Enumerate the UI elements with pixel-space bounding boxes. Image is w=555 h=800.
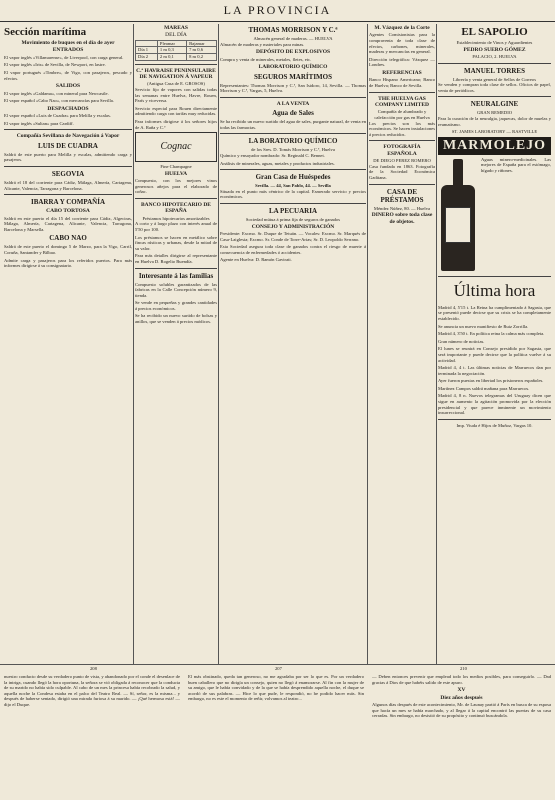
ad-heading: Agua de Sales <box>272 109 314 118</box>
ad-heading: A LA VENTA <box>276 100 310 107</box>
marmolejo-banner: MARMOLEJO <box>438 137 551 155</box>
divider <box>438 96 551 97</box>
ad-sub: Sevilla. — 44, San Pablo, 44. — Sevilla <box>255 183 331 189</box>
ad-sub: Préstamos hipotecarios amortizables <box>142 215 210 221</box>
ad-heading: FOTOGRAFÍA ESPAÑOLA <box>383 144 421 157</box>
imprint: Imp. Viuda é Hijos de Muñoz, Vargas 10. <box>456 422 533 428</box>
section-title: Sección marítima <box>4 26 87 38</box>
divider <box>4 166 132 167</box>
table-header: Pleamar <box>157 40 186 47</box>
paragraph: Se ha recibido un nuevo surtido del agua de sales, purgante natural, de venta en todas las farmacias. <box>220 119 366 130</box>
paragraph: Banco Hispano Americano; Banco de Huelva; Banco de Sevilla. <box>369 77 435 88</box>
ad-sub: GRAN REMEDIO <box>476 110 513 116</box>
paragraph: Compuesto solubles garantizados de las fabricas en la Calle Concepción número 9, tienda. <box>135 281 217 298</box>
divider <box>220 203 366 204</box>
divider <box>135 198 217 199</box>
subheading: SALIDOS <box>55 83 81 90</box>
divider <box>438 419 551 420</box>
paragraph: Situada en el punto más céntrico de la capital. Esmerado servicio y precios económicos. <box>220 188 366 200</box>
ad-sub: Méndez Núñez, 80. — Huelva <box>373 205 431 211</box>
ad-heading: SEGUROS MARÍTIMOS <box>254 72 332 81</box>
ad-heading: Interesante á las familias <box>138 271 214 280</box>
divider <box>369 184 435 185</box>
subheading: ENTRADOS <box>52 47 84 54</box>
tides-sub: DEL DÍA <box>165 32 187 39</box>
column-rule <box>133 24 134 664</box>
news-item: Se anuncia un nuevo manifiesto de Ruiz Zorrilla. <box>438 323 529 329</box>
paragraph: Esta Sociedad asegura toda clase de ganados contra el riesgo de muerte á consecuencia de enfermedades ó accidentes. <box>220 244 366 255</box>
divider <box>220 169 366 170</box>
subheading: Movimiento de buques en el día de ayer <box>21 40 115 46</box>
bottle-illustration <box>438 159 478 271</box>
ad-heading: DEPÓSITO DE EXPLOSIVOS <box>255 49 331 56</box>
divider <box>135 64 217 65</box>
ad-heading: BANCO HIPOTECARIO DE ESPAÑA <box>141 201 211 215</box>
ad-heading: THOMAS MORRISON Y C.ª <box>248 26 338 34</box>
ad-sub: Librería y venta general de Sellos de Correos <box>452 76 537 82</box>
news-item: Madrid 4, 3'50 t. En política reina la calma más completa. <box>438 331 545 337</box>
paragraph: Algunos días después de este acontecimiento, Mr. de Launay partió á París en busca de su esposa que hacía un mes se había marchado, y al llegar á la capital encontró las puertas de su casa cerradas. Sin embargo, no desistió de su propósito y continuó buscándola. <box>372 702 551 719</box>
page-number: 207 <box>275 666 282 671</box>
marmolejo-ad <box>438 157 551 273</box>
paragraph: El vapor inglés «Villamarense», de Liverpool, con carga general. <box>4 54 124 60</box>
paragraph: Para más detalles dirigirse al representante en Huelva D. Rogelio Buendía. <box>135 253 217 264</box>
subheading: CONSEJO Y ADMINISTRACIÓN <box>251 223 335 230</box>
masthead <box>0 0 555 22</box>
news-item: Madrid 4, 5'15 t. La Reina ha cumplimentado á Sagasta, que se presentó puede decirse que su crisis se ha completamente establecido. <box>438 304 551 321</box>
subheading: Compañía Sevillana de Navegación á Vapor <box>16 133 120 140</box>
column-maritime <box>4 24 132 664</box>
ad-owner: PEDRO SUERO GÓMEZ <box>463 46 526 53</box>
subheading: DESPACHADOS <box>47 105 89 112</box>
news-item: Madrid 4, 4 t. Las últimas noticias de Marruecos dan por terminada la negociación. <box>438 365 551 376</box>
table-row: Día 2 2 m 0,1 8 m 0,2 <box>136 54 217 61</box>
paragraph: Saldrá de este puerto el domingo 5 de Marzo, para la Vigo, Carril, Coruña, Santander y Bilbao. <box>4 244 132 255</box>
ad-heading: NEURALGINE <box>470 100 519 109</box>
ad-sub: Establecimiento de Vinos y Aguardientes <box>456 40 533 45</box>
paragraph: Saldrá en este puerto el día 15 del corriente para Cádiz, Algeciras, Málaga, Almería, Cartagena, Alicante, Valencia, Tarragona, Barcelona y Marsella. <box>4 215 132 232</box>
paragraph: El más obstinado, queda tan generoso, no me agradaba por ser lo que es. Por un verdadero buen caballero que no dirigía un consejo, quien no llegó á enamorarse. Al fin con la mujer de su amigo, que le había convidado y de la que se había desprendido aquella noche, el duque se acordó de sus palabras. — Hice lo que pude, le respondió, no he podido hacer más. Sin embargo, no es este el momento de reñir, volvamos al teatro... <box>188 674 364 702</box>
paragraph: Almacén de maderas y materiales para minas. <box>220 41 305 47</box>
tides-table <box>135 40 217 61</box>
paragraph: Agente en Huelva: D. Ramón Gavirati. <box>220 257 292 263</box>
ad-sub: Sociedad mútua á prima fija de seguros de ganados <box>245 216 341 222</box>
ship-name: SEGOVIA <box>51 169 85 178</box>
paragraph: Servicio fijo de vapores con salidas todas las semanas entre Huelva, Havre, Rouen, París y viceversa. <box>135 87 217 104</box>
paragraph: El vapor inglés «Iris» de Sevilla, de Newport, en lastre. <box>4 62 106 68</box>
ad-heading: Gran Casa de Huéspedes <box>255 173 331 182</box>
paragraph: Químico y ensayador nombrado: Sr. Reginald C. Bennet. <box>220 152 325 158</box>
ad-address: PALACIO, 2. HUELVA <box>472 54 517 59</box>
ad-sub: Almacén general de maderas. — HUELVA <box>253 36 333 41</box>
news-item: El lunes se reunirá en Consejo presidido por Sagasta, que será importante y puede decirse que la política vuelve á su actividad. <box>438 346 551 363</box>
ad-sub: Fine Champagne <box>160 164 192 170</box>
ship-name: LUIS DE CUADRA <box>38 141 98 150</box>
paragraph: Los precios son los más económicos. Se hacen instalaciones á precios reducidos. <box>369 120 435 137</box>
column-agents <box>369 24 435 664</box>
divider <box>135 268 217 269</box>
ad-heading: THE HUELVA GAS COMPANY LIMITED <box>375 95 429 108</box>
divider <box>438 276 551 277</box>
subheading: REFERENCIAS <box>382 69 422 76</box>
paragraph: Dirección telegráfica: Vázquez — Londres. <box>369 56 435 68</box>
serial-column-1 <box>4 674 180 800</box>
divider <box>220 133 366 134</box>
column-rule <box>436 24 437 664</box>
column-tides-ads <box>135 24 217 664</box>
ad-sub: de los Sres. D. Tomás Morrison y C.ª, Huelva <box>251 147 335 153</box>
chapter-title: Diez años después <box>440 694 483 701</box>
paragraph: — Deben entonces prevenir que emplead todo los medios posibles, para conseguirlo. — Dad gracias á Dios de que habéis salido de este apuro. <box>372 674 551 685</box>
divider <box>438 63 551 64</box>
chapter-number: XV <box>457 687 466 694</box>
paragraph: El vapor portugués «Timbre», de Vigo, con pasajeros, pescado y efectos. <box>4 70 132 81</box>
ad-sub: (Antigua Casa de E. GROSOS) <box>147 81 205 87</box>
serial-column-2 <box>188 674 364 800</box>
paragraph: Aguas minero-medicinales. Las mejores de España para el estómago, hígado y riñones. <box>481 156 551 173</box>
latest-news-title: Última hora <box>453 280 536 300</box>
paragraph: Agentes Comisionistas para la compraventa de toda clase de efectos, carbones, minerales, maderas y mercancías en general. <box>369 32 435 55</box>
news-item: Martínez Campos saldrá mañana para Marruecos. <box>438 385 530 391</box>
column-rule <box>218 24 219 664</box>
ad-sub: DE DIEGO PEREZ ROMERO <box>373 158 431 164</box>
table-row: Día 1 1 m 0,3 7 m 0,6 <box>136 47 217 54</box>
ad-heading: M. Vázquez de la Corte <box>374 25 430 31</box>
tides-heading: MAREAS <box>164 25 188 31</box>
ship-name: CABO TORTOSA <box>46 208 90 215</box>
news-item: Ayer fueron puestas en libertad los prisioneros españoles. <box>438 378 544 384</box>
news-item: Madrid 4, 8 n. Nuevos telegramas del Uruguay dicen que sigue en aumento la agitación promovida por la elección presidencial y que parece inminente un movimiento insurreccional. <box>438 393 551 416</box>
paragraph: A corto y á largo plazo con interés anual de 5'50 por 100. <box>135 221 217 232</box>
column-morrison <box>220 24 366 664</box>
divider <box>4 194 132 195</box>
paragraph: Para informes dirigirse á los señores hijos de A. Raña y C.ª <box>135 118 217 130</box>
ad-sub: Compañía de alumbrado y calefacción por gas en Huelva <box>374 109 430 120</box>
column-sapolio-news <box>438 24 551 664</box>
paragraph: Presidente: Excmo. Sr. Duque de Tetuán. — Vocales: Excmo. Sr. Marqués de Casa-Laiglesia; Excmo. Sr. Conde de Torre-Arias; Sr. D. Leopoldo Serrano. <box>220 230 366 242</box>
ad-heading: LA PECUARIA <box>268 206 318 215</box>
company-name: IBARRA Y COMPAÑÍA <box>30 198 106 207</box>
divider <box>4 129 132 130</box>
paragraph: Para la curación de la neuralgia, jaquecas, dolor de muelas y reumatismo. <box>438 115 551 127</box>
paragraph: Los préstamos se hacen en metálico sobre fincas rústicas y urbanas, desde la mitad de su valor. <box>135 234 217 251</box>
ad-heading: EL SAPOLIO <box>461 26 528 38</box>
city-label: HUELVA <box>164 170 188 177</box>
column-rule <box>367 24 368 664</box>
ad-heading: CASA DE PRÉSTAMOS <box>380 187 424 204</box>
paragraph: Admite carga y pasajeros para los referidos puertos. Para más informes dirigirse á su consignatario. <box>4 257 132 269</box>
news-item: Gran número de noticias. <box>438 338 485 344</box>
ad-heading: LA BORATORIO QUÍMICO <box>248 137 338 146</box>
paragraph: Saldrá de este puerto para Melilla y escalas, admitiendo carga y pasajeros. <box>4 151 132 163</box>
ad-heading: LABORATORIO QUÍMICO <box>258 64 328 71</box>
paragraph: El vapor español «Luis de Cuadra» para Melilla y escalas. <box>4 113 111 119</box>
paragraph: El vapor inglés «Sultan» para Cardiff. <box>4 120 74 126</box>
paragraph: Análisis de minerales, aguas, metales y productos industriales. <box>220 160 335 166</box>
page-number: 210 <box>460 666 467 671</box>
paragraph: Se venden y compran toda clase de sellos. Oficios de papel, venta de periódicos. <box>438 82 551 93</box>
ad-sub: ST. JAMES LABORATORY — RASTVILLE <box>451 129 538 135</box>
table-header: Bajamar <box>187 40 217 47</box>
paragraph: Saldrá el 18 del corriente para Cádiz, Málaga, Almería, Cartagena, Alicante, Valencia, Tarragona y Barcelona. <box>4 179 132 191</box>
paragraph: Representantes: Thomas Morrison y C.ª, San Isidoro, 14, Sevilla. — Thomas Morrison y C.ª, Vargas, 5, Huelva. <box>220 82 366 94</box>
newspaper-title: LA PROVINCIA <box>223 3 332 17</box>
divider <box>369 140 435 141</box>
paragraph: Se ha recibido un nuevo surtido de bolsas y anillos, que se venden á precios módicos. <box>135 313 217 325</box>
paragraph: Servicio especial para Rouen directamente admitiendo carga con tarifas muy reducidas. <box>135 105 217 117</box>
serial-column-3 <box>372 674 551 800</box>
paragraph: El vapor español «Cabo Nao», con mercancías para Sevilla. <box>4 98 114 104</box>
ship-name: CABO NAO <box>49 234 87 243</box>
ad-tagline: DINERO sobre toda clase de objetos. <box>371 212 433 225</box>
page-number: 208 <box>90 666 97 671</box>
paragraph: Compra y venta de minerales, metales, fletes, etc. <box>220 56 312 62</box>
ad-heading: C.ª HAVRAISE PENINSULAIRE DE NAVIGATION Á VAPEUR <box>136 67 216 80</box>
paragraph: nuestro conducto desde su verdadero punto de vista, y abandonado por el conde el desenlace de la intriga, cuando llegó la hora oportuna, la señora se vió obligada á reconocer que la conducta de su marido no había sido culpable. Al cabo de un mes la princesa había recobrado la salud, y aquella noche la Condesa estaba en el palco del Teatro Real. — Sí, señor, es la misma... y después de haberse sentado, dirigió una mirada furiosa á su marido. — ¡Qué hermosa está! — dijo el Duque. <box>4 674 180 707</box>
cognac-logo: Cognac <box>135 132 217 162</box>
divider <box>220 97 366 98</box>
ad-heading: MANUEL TORRES <box>463 66 525 75</box>
paragraph: Se vende en pequeñas y grandes cantidades á precios económicos. <box>135 300 217 311</box>
divider <box>369 92 435 93</box>
paragraph: Compuesto, con los mejores vinos generosos añejos para el elaborado de coñac. <box>135 178 217 195</box>
paragraph: Casa fundada en 1863. Fotografía de la Sociedad Económica Gaditana. <box>369 163 435 180</box>
paragraph: El vapor inglés «Galdama», con mineral para Newcastle. <box>4 90 109 96</box>
